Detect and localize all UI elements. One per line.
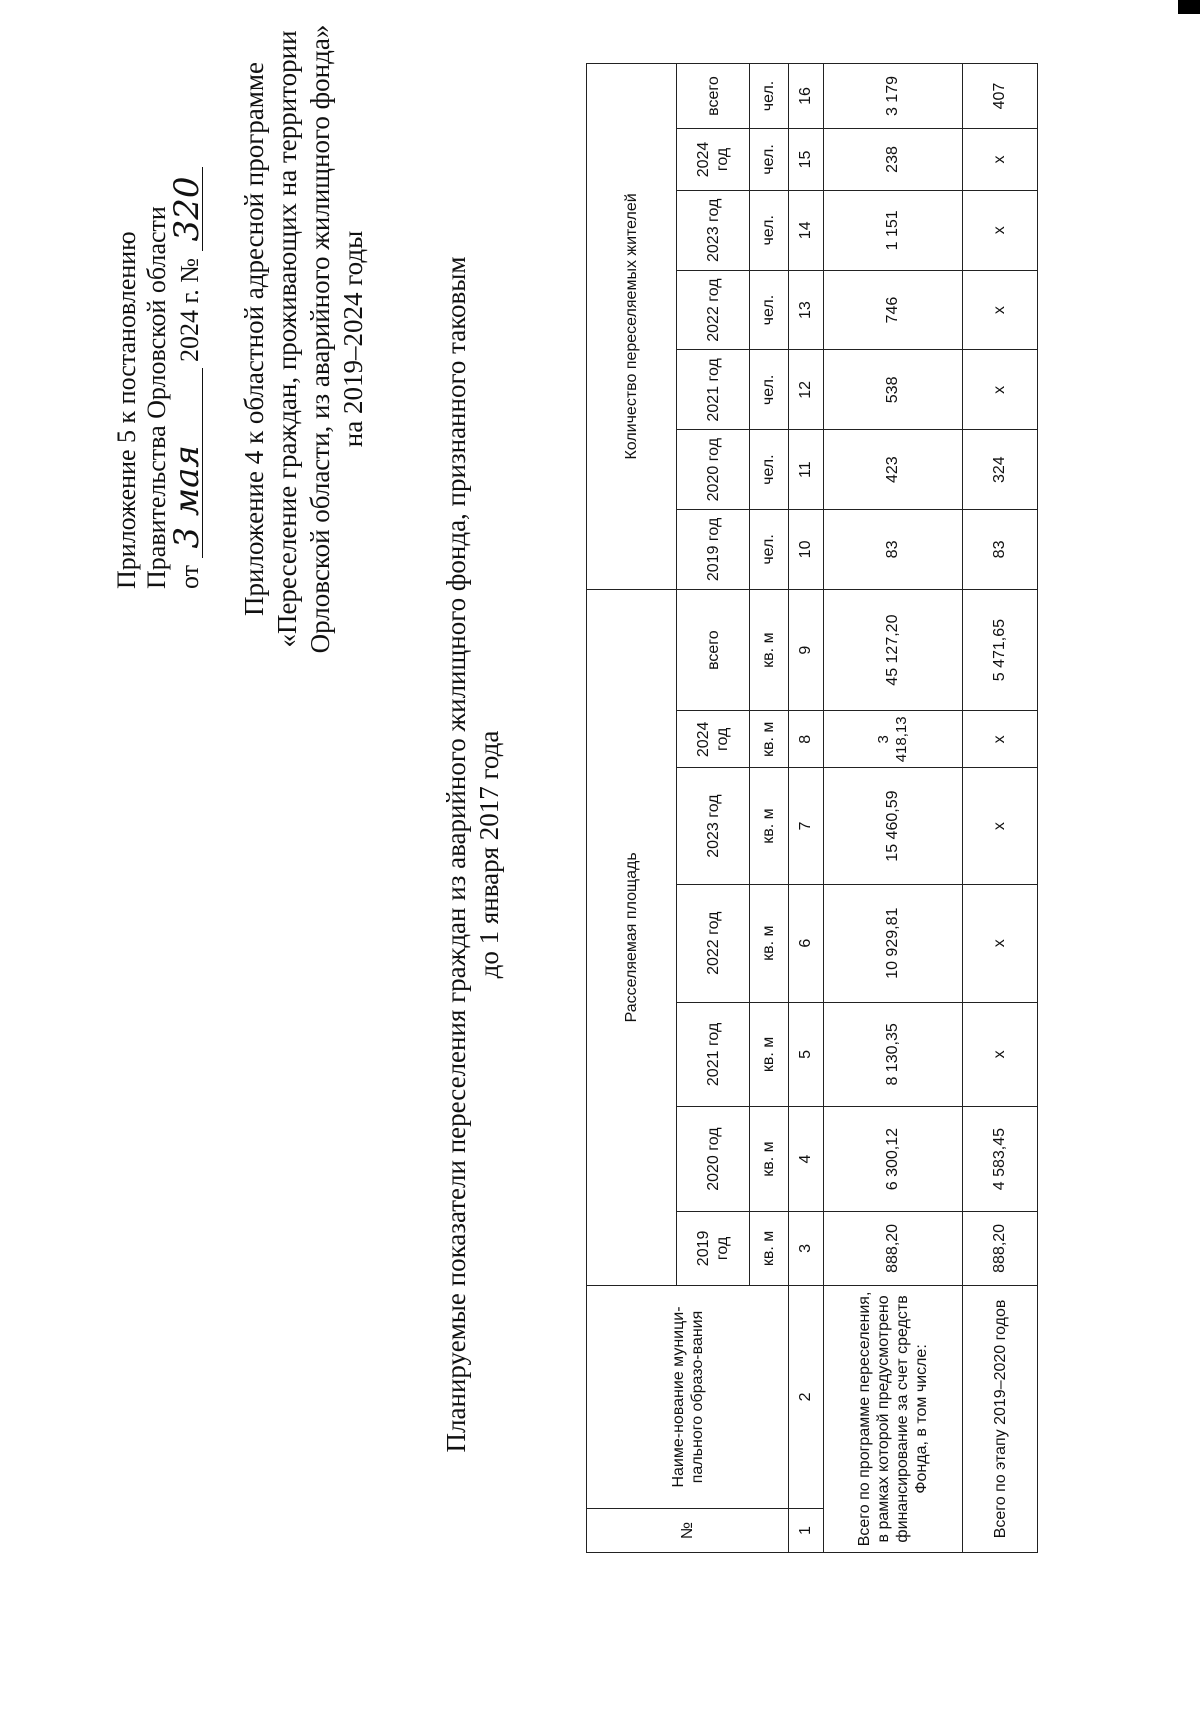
- people-cell: x: [963, 350, 1038, 430]
- people-total-cell: 3 179: [824, 64, 963, 129]
- people-cell: 1 151: [824, 190, 963, 270]
- people-year-header: 2021 год: [677, 350, 750, 430]
- area-cell: x: [963, 768, 1038, 885]
- title-line-2: до 1 января 2017 года: [474, 730, 504, 979]
- document-title: [440, 0, 506, 1709]
- area-total-cell: 45 127,20: [824, 589, 963, 711]
- column-index: 11: [789, 430, 824, 510]
- unit-area: кв. м: [750, 589, 789, 711]
- unit-people: чел.: [750, 190, 789, 270]
- approval-line-2: Правительства Орловской области: [142, 206, 171, 589]
- area-total-cell: 5 471,65: [963, 589, 1038, 711]
- column-index: 6: [789, 884, 824, 1002]
- unit-area: кв. м: [750, 1211, 789, 1285]
- program-line-3: Орловской области, из аварийного жилищного фонда»: [305, 24, 335, 654]
- header-number: №: [587, 1509, 789, 1553]
- people-year-header: 2024 год: [677, 129, 750, 191]
- area-year-header: 2022 год: [677, 884, 750, 1002]
- program-line-1: Приложение 4 к областной адресной программе: [239, 62, 269, 616]
- people-year-header: 2022 год: [677, 270, 750, 350]
- area-cell: 4 583,45: [963, 1107, 1038, 1212]
- column-index: 12: [789, 350, 824, 430]
- people-cell: x: [963, 190, 1038, 270]
- title-line-1: Планируемые показатели переселения граждан из аварийного жилищного фонда, признанного таковым: [441, 256, 471, 1453]
- area-cell: 8 130,35: [824, 1002, 963, 1107]
- table-row: [963, 64, 1038, 1553]
- column-index: 7: [789, 768, 824, 885]
- people-cell: 83: [824, 510, 963, 590]
- people-cell: x: [963, 270, 1038, 350]
- header-people-group: Количество переселяемых жителей: [587, 64, 677, 590]
- unit-people: чел.: [750, 510, 789, 590]
- column-index: 2: [789, 1285, 824, 1508]
- people-cell: 538: [824, 350, 963, 430]
- people-cell: 238: [824, 129, 963, 191]
- column-index: 16: [789, 64, 824, 129]
- area-year-header: 2019 год: [677, 1211, 750, 1285]
- area-year-header: 2021 год: [677, 1002, 750, 1107]
- row-name: Всего по этапу 2019–2020 годов: [963, 1285, 1038, 1552]
- area-cell: 3 418,13: [824, 711, 963, 768]
- area-cell: x: [963, 884, 1038, 1002]
- table-row: [824, 64, 963, 1553]
- column-index: 10: [789, 510, 824, 590]
- people-year-header: 2019 год: [677, 510, 750, 590]
- unit-area: кв. м: [750, 768, 789, 885]
- approval-line-1: Приложение 5 к постановлению: [112, 231, 141, 589]
- header-area-group: Расселяемая площадь: [587, 589, 677, 1285]
- people-year-header: 2020 год: [677, 430, 750, 510]
- row-name: Всего по программе переселения, в рамках которой предусмотрено финансирование за счет средств Фонда, в том числе:: [824, 1285, 963, 1552]
- program-line-4: на 2019–2024 годы: [338, 230, 368, 448]
- unit-area: кв. м: [750, 884, 789, 1002]
- column-index: 14: [789, 190, 824, 270]
- people-total-cell: 407: [963, 64, 1038, 129]
- column-index: 13: [789, 270, 824, 350]
- area-cell: 15 460,59: [824, 768, 963, 885]
- people-cell: x: [963, 129, 1038, 191]
- unit-people: чел.: [750, 64, 789, 129]
- handwritten-date: 3 мая: [172, 368, 203, 558]
- area-year-header: 2023 год: [677, 768, 750, 885]
- column-index: 4: [789, 1107, 824, 1212]
- column-index: 15: [789, 129, 824, 191]
- unit-area: кв. м: [750, 1002, 789, 1107]
- unit-area: кв. м: [750, 711, 789, 768]
- people-cell: 746: [824, 270, 963, 350]
- unit-people: чел.: [750, 270, 789, 350]
- approval-year: 2024 г. №: [175, 257, 204, 362]
- unit-people: чел.: [750, 129, 789, 191]
- header-municipality: Наиме-нование муници-пального образо-вания: [587, 1285, 789, 1508]
- unit-area: кв. м: [750, 1107, 789, 1212]
- approval-line-3: [167, 29, 207, 589]
- unit-people: чел.: [750, 350, 789, 430]
- area-cell: x: [963, 711, 1038, 768]
- column-index: 9: [789, 589, 824, 711]
- handwritten-number: 320: [172, 167, 203, 252]
- area-cell: 6 300,12: [824, 1107, 963, 1212]
- column-index: 1: [789, 1509, 824, 1553]
- area-cell: 10 929,81: [824, 884, 963, 1002]
- area-cell: 888,20: [963, 1211, 1038, 1285]
- program-line-2: «Переселение граждан, проживающих на территории: [272, 30, 302, 648]
- area-total-header: всего: [677, 589, 750, 711]
- area-cell: 888,20: [824, 1211, 963, 1285]
- people-cell: 324: [963, 430, 1038, 510]
- area-year-header: 2024 год: [677, 711, 750, 768]
- indicators-table: [586, 63, 1038, 1553]
- area-year-header: 2020 год: [677, 1107, 750, 1212]
- unit-people: чел.: [750, 430, 789, 510]
- approval-block: [112, 29, 205, 589]
- people-year-header: 2023 год: [677, 190, 750, 270]
- people-total-header: всего: [677, 64, 750, 129]
- people-cell: 83: [963, 510, 1038, 590]
- column-index: 3: [789, 1211, 824, 1285]
- program-block: [238, 9, 370, 669]
- column-index: 5: [789, 1002, 824, 1107]
- column-index: 8: [789, 711, 824, 768]
- approval-prefix: от: [175, 564, 204, 589]
- area-cell: x: [963, 1002, 1038, 1107]
- people-cell: 423: [824, 430, 963, 510]
